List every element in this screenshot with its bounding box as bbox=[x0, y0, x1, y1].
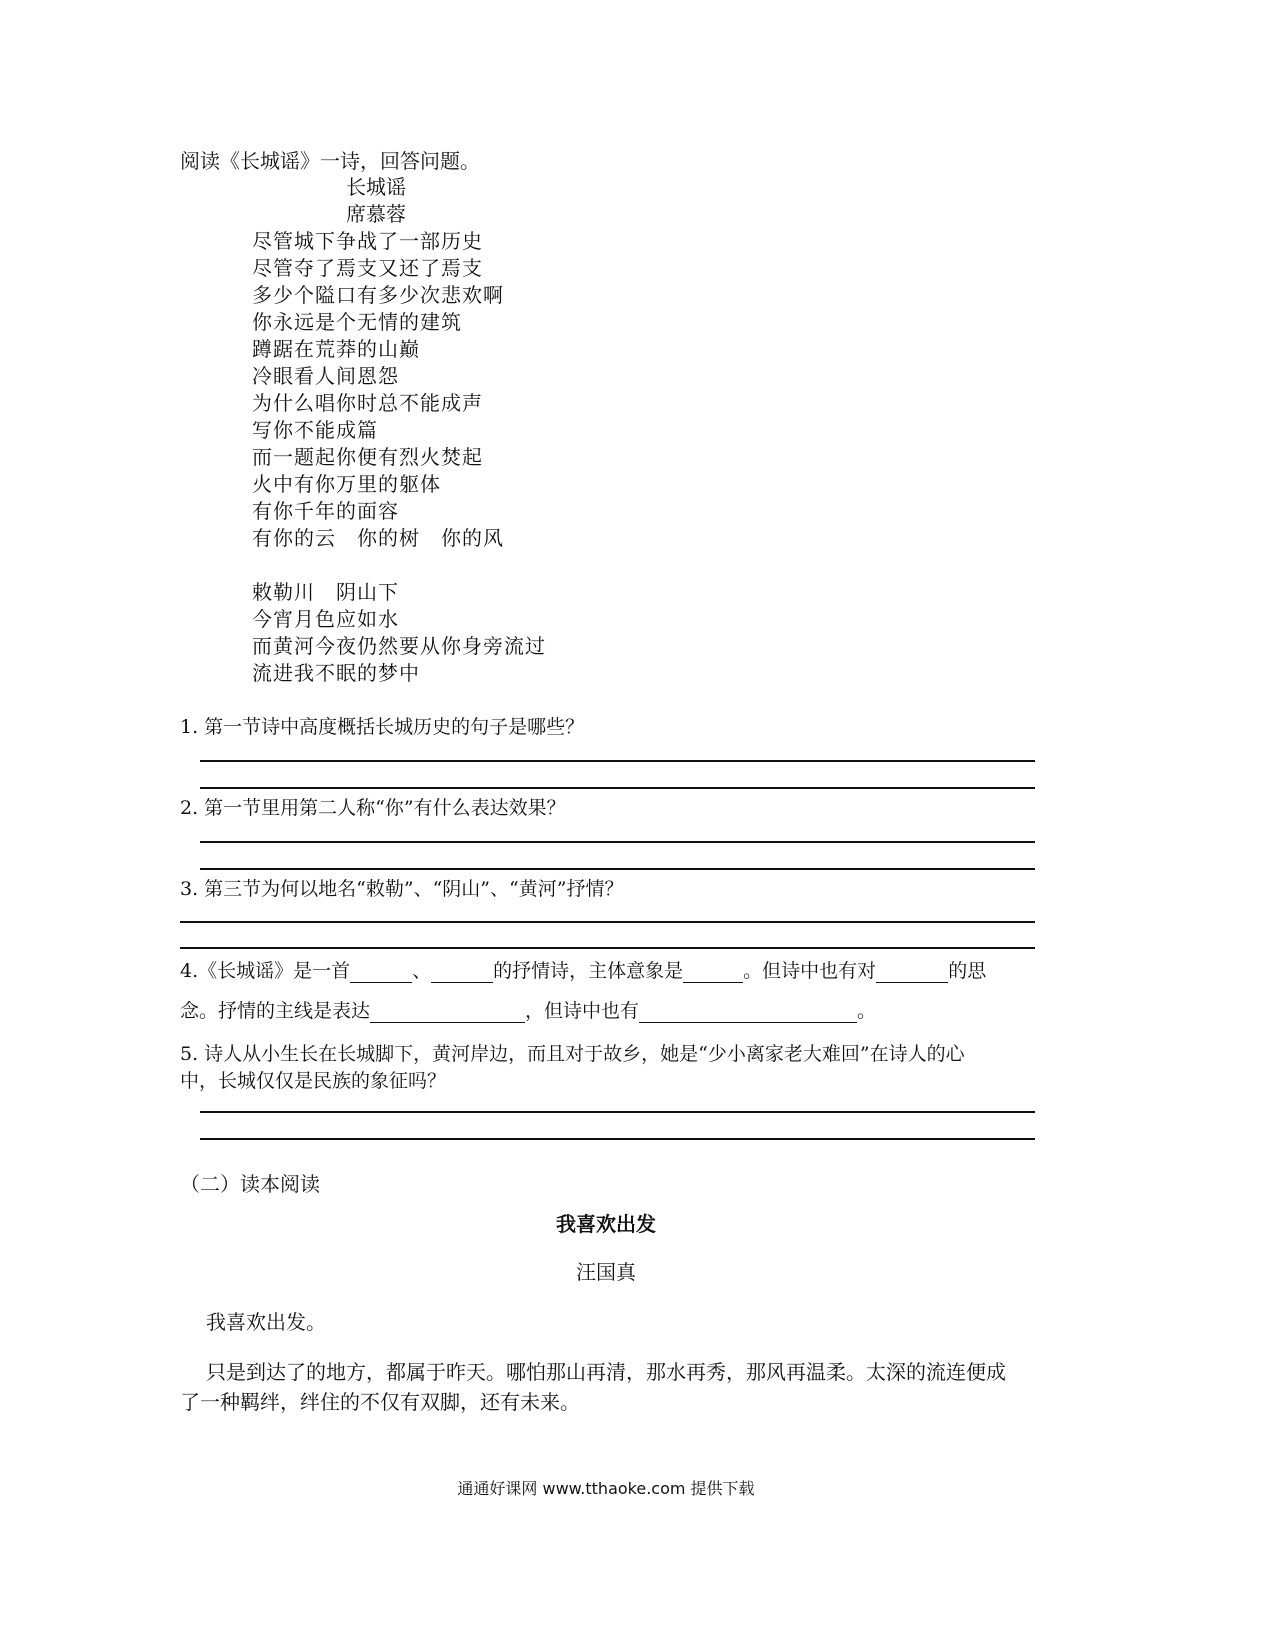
blank-field[interactable] bbox=[639, 1002, 857, 1023]
intro-text: 阅读《长城谣》一诗，回答问题。 bbox=[180, 149, 480, 173]
question-4-text: 、 bbox=[412, 960, 432, 982]
poem-line: 多少个隘口有多少次悲欢啊 bbox=[252, 283, 504, 307]
question-4-text: 。 bbox=[857, 1000, 877, 1022]
answer-line[interactable] bbox=[200, 1111, 1035, 1113]
article-title: 我喜欢出发 bbox=[556, 1212, 656, 1236]
question-4-line-2 bbox=[180, 996, 876, 1023]
answer-line[interactable] bbox=[200, 760, 1035, 762]
blank-field[interactable] bbox=[431, 962, 493, 983]
poem-line: 尽管夺了焉支又还了焉支 bbox=[252, 256, 483, 280]
page-footer: 通通好课网 www.tthaoke.com 提供下载 bbox=[457, 1479, 755, 1498]
poem-line: 你永远是个无情的建筑 bbox=[252, 310, 462, 334]
poem-line: 蹲踞在荒莽的山巅 bbox=[252, 337, 420, 361]
answer-line[interactable] bbox=[180, 921, 1035, 923]
poem-line: 冷眼看人间恩怨 bbox=[252, 364, 399, 388]
article-paragraph-1: 我喜欢出发。 bbox=[206, 1310, 326, 1334]
answer-line[interactable] bbox=[200, 787, 1035, 789]
question-4-text: 念。抒情的主线是表达 bbox=[180, 1000, 371, 1022]
question-1: 1. 第一节诗中高度概括长城历史的句子是哪些？ bbox=[180, 716, 585, 738]
poem-line: 敕勒川 阴山下 bbox=[252, 580, 399, 604]
poem-line: 火中有你万里的躯体 bbox=[252, 472, 441, 496]
answer-line[interactable] bbox=[180, 947, 1035, 949]
poem-line: 而黄河今夜仍然要从你身旁流过 bbox=[252, 634, 546, 658]
answer-line[interactable] bbox=[200, 1138, 1035, 1140]
poem-line: 有你的云 你的树 你的风 bbox=[252, 526, 504, 550]
poem-line: 而一题起你便有烈火焚起 bbox=[252, 445, 483, 469]
answer-line[interactable] bbox=[200, 841, 1035, 843]
poem-line: 写你不能成篇 bbox=[252, 418, 378, 442]
poem-line: 为什么唱你时总不能成声 bbox=[252, 391, 483, 415]
blank-field[interactable] bbox=[350, 962, 412, 983]
section-heading: （二）读本阅读 bbox=[180, 1172, 320, 1196]
poem-author: 席慕蓉 bbox=[346, 202, 406, 226]
question-4-text: ，但诗中也有 bbox=[525, 1000, 640, 1022]
question-4-text: 的思 bbox=[948, 960, 987, 982]
poem-line: 尽管城下争战了一部历史 bbox=[252, 229, 483, 253]
answer-line[interactable] bbox=[200, 868, 1035, 870]
article-paragraph-2-line-1: 只是到达了的地方，都属于昨天。哪怕那山再清，那水再秀，那风再温柔。太深的流连便成 bbox=[206, 1360, 1006, 1384]
question-5-line-1: 5. 诗人从小生长在长城脚下，黄河岸边，而且对于故乡，她是“少小离家老大难回”在诗人的心 bbox=[180, 1043, 965, 1065]
question-4-text: 4.《长城谣》是一首 bbox=[180, 960, 351, 982]
question-2: 2. 第一节里用第二人称“你”有什么表达效果？ bbox=[180, 797, 566, 819]
poem-line: 今宵月色应如水 bbox=[252, 607, 399, 631]
article-paragraph-2-line-2: 了一种羁绊，绊住的不仅有双脚，还有未来。 bbox=[180, 1390, 580, 1414]
blank-field[interactable] bbox=[683, 962, 743, 983]
question-5-line-2: 中，长城仅仅是民族的象征吗？ bbox=[180, 1070, 447, 1092]
question-4-line-1 bbox=[180, 956, 986, 983]
poem-line: 流进我不眠的梦中 bbox=[252, 661, 420, 685]
blank-field[interactable] bbox=[370, 1002, 525, 1023]
question-4-text: 的抒情诗，主体意象是 bbox=[493, 960, 684, 982]
blank-field[interactable] bbox=[876, 962, 948, 983]
poem-line: 有你千年的面容 bbox=[252, 499, 399, 523]
question-4-text: 。但诗中也有对 bbox=[743, 960, 877, 982]
question-3: 3. 第三节为何以地名“敕勒”、“阴山”、“黄河”抒情？ bbox=[180, 878, 624, 900]
article-author: 汪国真 bbox=[576, 1260, 636, 1284]
poem-title: 长城谣 bbox=[346, 175, 406, 199]
